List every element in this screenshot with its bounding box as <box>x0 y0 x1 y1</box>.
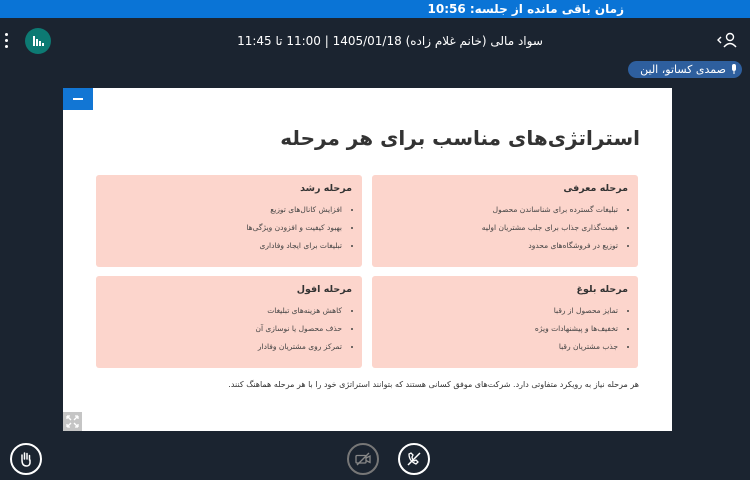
meeting-title: سواد مالی (خانم غلام زاده) 1405/01/18 | 11:00 تا 11:45 <box>237 34 543 48</box>
list-item: • تبلیغات برای ایجاد وفاداری <box>106 237 342 255</box>
stage-card-growth <box>96 175 362 267</box>
session-timer-text: زمان باقی مانده از جلسه: 10:56 <box>427 2 624 16</box>
microphone-icon <box>731 64 737 75</box>
list-item: • جذب مشتریان رقبا <box>382 338 618 356</box>
camera-button[interactable] <box>347 443 379 475</box>
audio-off-icon <box>406 451 422 467</box>
stage-card-maturity <box>372 276 638 368</box>
list-item: • کاهش هزینه‌های تبلیغات <box>106 302 342 320</box>
stage-card-decline <box>96 276 362 368</box>
session-timer-bar <box>0 0 750 18</box>
raise-hand-icon <box>18 451 34 467</box>
list-item: • بهبود کیفیت و افزودن ویژگی‌ها <box>106 219 342 237</box>
meeting-header <box>0 18 750 66</box>
presenter-badge[interactable] <box>628 61 742 78</box>
list-item: • تمرکز روی مشتریان وفادار <box>106 338 342 356</box>
list-item: • تخفیف‌ها و پیشنهادات ویژه <box>382 320 618 338</box>
minimize-presentation-button[interactable] <box>63 88 93 110</box>
presentation-slide <box>63 88 672 431</box>
list-item: • تبلیغات گسترده برای شناساندن محصول <box>382 201 618 219</box>
list-item: • قیمت‌گذاری جذاب برای جلب مشتریان اولیه <box>382 219 618 237</box>
card-title: مرحله بلوغ <box>576 284 628 295</box>
users-button[interactable] <box>716 30 738 52</box>
user-icon <box>716 30 738 52</box>
expand-icon <box>63 412 82 431</box>
presenter-name: صمدی کساتو، الین <box>640 63 726 76</box>
camera-off-icon <box>355 451 371 467</box>
card-title: مرحله افول <box>296 284 352 295</box>
slide-title: استراتژی‌های مناسب برای هر مرحله <box>280 126 640 150</box>
more-vertical-icon[interactable] <box>4 33 10 51</box>
slide-footnote: هر مرحله نیاز به رویکرد متفاوتی دارد. شرکت‌های موفق کسانی هستند که بتوانند استراتژی خود را با هر مرحله هماهنگ کنند. <box>228 380 639 389</box>
raise-hand-button[interactable] <box>10 443 42 475</box>
list-item: • حذف محصول یا نوسازی آن <box>106 320 342 338</box>
stats-button[interactable] <box>25 28 51 54</box>
list-item: • توزیع در فروشگاه‌های محدود <box>382 237 618 255</box>
card-title: مرحله معرفی <box>563 183 628 194</box>
stage-card-introduction <box>372 175 638 267</box>
card-title: مرحله رشد <box>300 183 352 194</box>
fullscreen-button[interactable] <box>63 412 82 431</box>
list-item: • افزایش کانال‌های توزیع <box>106 201 342 219</box>
list-item: • تمایز محصول از رقبا <box>382 302 618 320</box>
audio-button[interactable] <box>398 443 430 475</box>
bar-chart-icon <box>25 28 51 54</box>
